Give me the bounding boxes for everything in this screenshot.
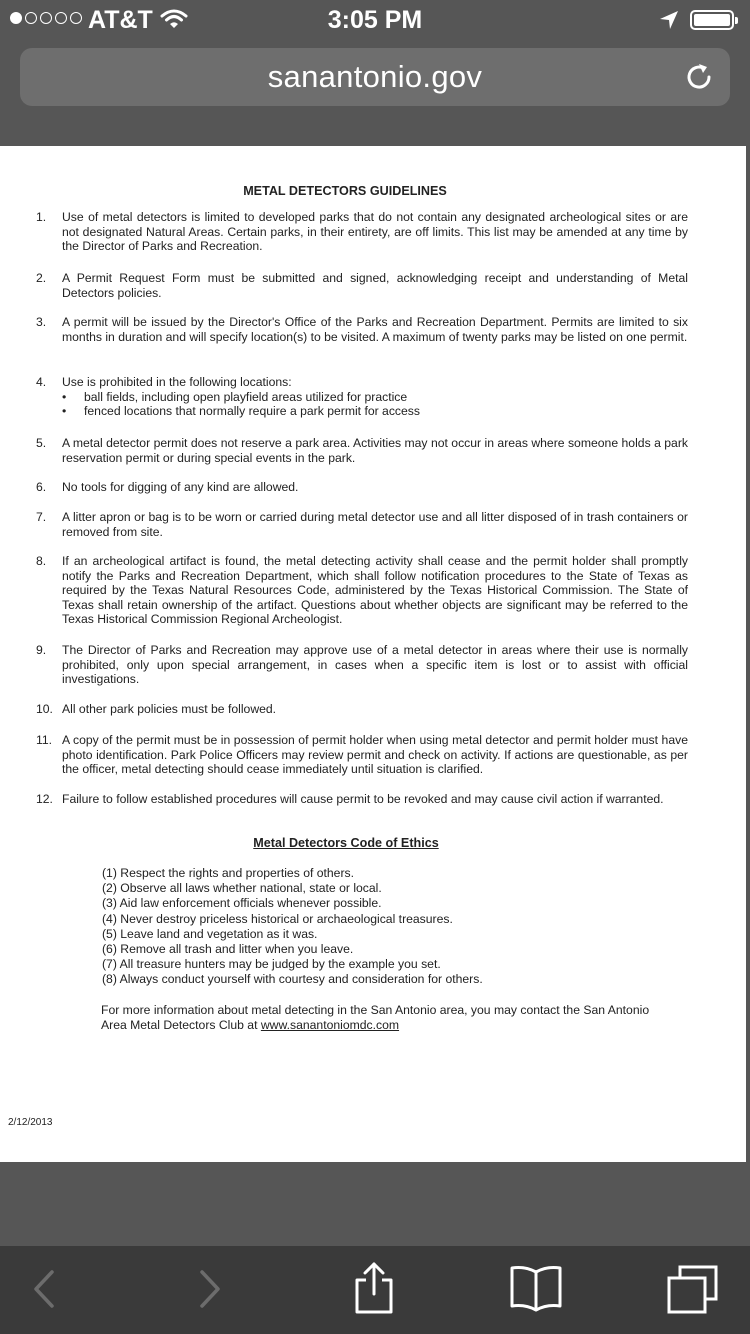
item-text [62,375,688,419]
item-number: 11. [36,733,53,747]
item-number: 5. [36,436,47,450]
ethics-list [102,866,662,988]
url-text[interactable]: sanantonio.gov [267,59,483,94]
guideline-item-4 [36,375,688,419]
item-number: 3. [36,315,47,329]
battery-icon [690,10,734,30]
item-number: 2. [36,271,47,285]
ethics-title: Metal Detectors Code of Ethics [253,836,439,850]
item-number: 8. [36,554,47,568]
item-text: The Director of Parks and Recreation may approve use of a metal detector in areas where their use is normally prohibited, only upon special arrangement, in cases when a specific item is lost or to assist with official investigations. [62,643,688,687]
guideline-item-12 [36,792,688,807]
ethics-item: (2) Observe all laws whether national, state or local. [102,881,382,896]
item-number: 7. [36,510,47,524]
item-text: All other park policies must be followed. [62,702,277,716]
item-text: A Permit Request Form must be submitted and signed, acknowledging receipt and understanding of Metal Detectors policies. [62,271,688,300]
item-number: 4. [36,375,47,389]
forward-chevron-icon[interactable] [196,1266,226,1317]
item-number: 12. [36,792,53,806]
document-title: METAL DETECTORS GUIDELINES [243,184,447,198]
document-page [0,146,746,1162]
item-text: A copy of the permit must be in possession of permit holder when using metal detector and permit holder must have photo identification. Park Police Officers may review permit and check on activity. If actions are questionable, as per the officer, metal detecting should cease immediately until situation is clarified. [62,733,688,777]
item-text: Failure to follow established procedures will cause permit to be revoked and may cause civil action if warranted. [62,792,664,806]
document-date: 2/12/2013 [8,1117,53,1128]
guideline-item-9 [36,643,688,687]
guideline-item-8 [36,554,688,627]
status-bar [0,0,750,40]
carrier-name: AT&T [88,6,153,34]
guideline-item-1 [36,210,688,254]
tabs-icon[interactable] [666,1264,722,1321]
location-arrow-icon [658,9,680,36]
bullet-item: • fenced locations that normally require a park permit for access [62,404,688,419]
item-number: 6. [36,480,47,494]
item-number: 1. [36,210,47,224]
status-time: 3:05 PM [327,6,423,34]
browser-toolbar [0,1246,750,1334]
guideline-item-2 [36,271,688,300]
ethics-item: (8) Always conduct yourself with courtesy and consideration for others. [102,972,483,987]
item-text: No tools for digging of any kind are allowed. [62,480,299,494]
back-chevron-icon[interactable] [28,1266,58,1317]
more-info [101,1003,661,1032]
item-text: Use of metal detectors is limited to developed parks that do not contain any designated archeological sites or are not designated Natural Areas. Certain parks, in their entirety, are off limits. This list may be amended at any time by the Director of Parks and Recreation. [62,210,688,254]
url-bar[interactable] [20,48,730,106]
guideline-item-7 [36,510,688,539]
guideline-item-3 [36,315,688,344]
club-link[interactable]: www.sanantoniomdc.com [260,1017,400,1032]
guideline-item-11 [36,733,688,777]
ethics-item: (7) All treasure hunters may be judged by the example you set. [102,957,441,972]
item-text: If an archeological artifact is found, the metal detecting activity shall cease and the permit holder shall promptly notify the Parks and Recreation Department, which shall follow notification procedures to the State of Texas as required by the Texas Natural Resources Code, administered by the Texas Historical Commission. The State of Texas shall retain ownership of the artifact. Questions about whether objects are significant may be referred to the Texas Historical Commission Regional Archeologist. [62,554,688,627]
bullet-item: • ball fields, including open playfield areas utilized for practice [62,390,688,405]
bookmarks-icon[interactable] [508,1264,564,1317]
reload-icon[interactable] [682,60,716,99]
item-text-intro: Use is prohibited in the following locations: [62,375,292,389]
guideline-item-10 [36,702,688,717]
share-icon[interactable] [352,1260,396,1321]
more-info-text: For more information about metal detecting in the San Antonio area, you may contact the San Antonio Area Metal Detectors Club at [101,1003,650,1032]
item-text: A metal detector permit does not reserve a park area. Activities may not occur in areas where someone holds a park reservation permit or during special events in the park. [62,436,688,465]
guideline-item-5 [36,436,688,465]
item-number: 10. [36,702,53,716]
item-text: A litter apron or bag is to be worn or carried during metal detector use and all litter disposed of in trash containers or removed from site. [62,510,688,539]
item-number: 9. [36,643,47,657]
bullet-list [62,390,688,419]
ethics-item: (5) Leave land and vegetation as it was. [102,926,318,941]
guideline-item-6 [36,480,688,495]
ethics-item: (6) Remove all trash and litter when you leave. [102,941,354,956]
item-text: A permit will be issued by the Director's Office of the Parks and Recreation Department. Permits are limited to six months in duration and will specify location(s) to be visited. A maximum of twenty parks may be listed on one permit. [62,315,688,344]
ethics-item: (1) Respect the rights and properties of others. [102,866,355,880]
ethics-item: (3) Aid law enforcement officials whenever possible. [102,896,382,911]
ethics-item: (4) Never destroy priceless historical or archaeological treasures. [102,911,453,926]
